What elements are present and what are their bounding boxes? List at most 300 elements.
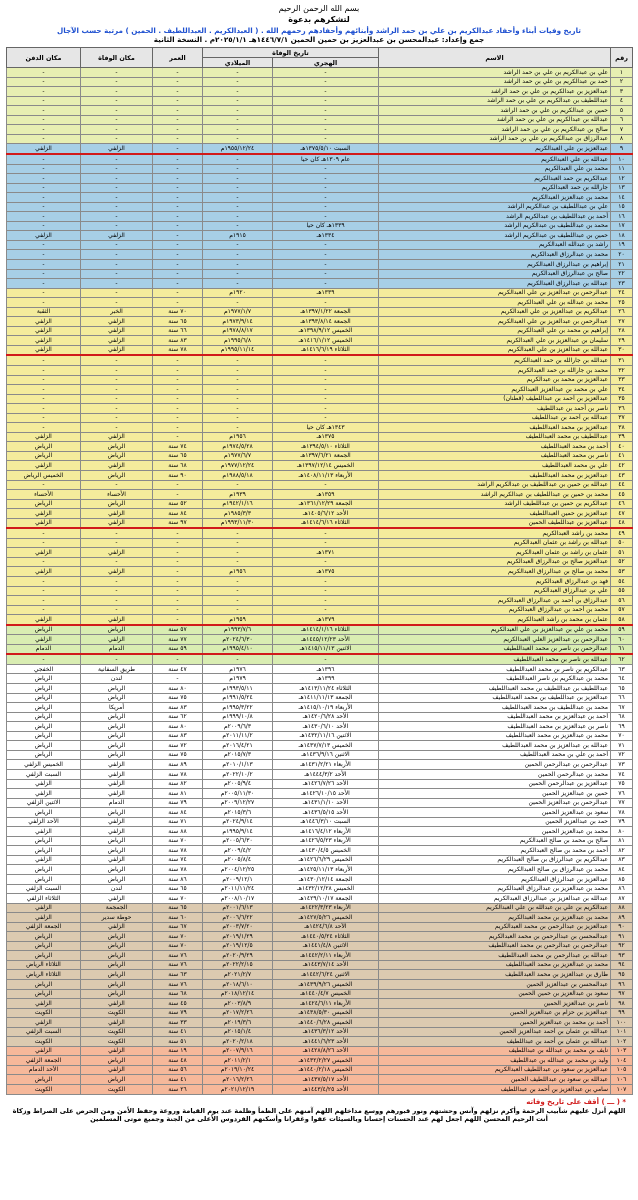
hijri-cell: الأحد ١٤٣٧/٥/١٧هـ (273, 1075, 379, 1085)
burial-place-cell: الزلفي (7, 913, 81, 923)
burial-place-cell: - (7, 577, 81, 587)
burial-place-cell: الرياض (7, 731, 81, 741)
burial-place-cell: الرياض (7, 442, 81, 452)
table-row (7, 317, 633, 327)
num-cell: ٧ (611, 125, 633, 135)
table-row (7, 1018, 633, 1028)
compiler-line: جمع وإعداد: عبدالمحسن بن عبدالعزيز بن حمين الحمين ١٤٤٦/٧/١هـ ٢٠٢٥/١/١م . النسخة الثانية (153, 35, 485, 45)
hijri-cell: - (273, 164, 379, 174)
burial-place-cell: - (7, 355, 81, 365)
gregorian-cell: - (203, 355, 273, 365)
age-cell: ٦٨ سنة (153, 989, 203, 999)
death-place-cell: الرياض (81, 970, 153, 980)
num-cell: ٩ (611, 144, 633, 154)
num-cell: ٦٩ (611, 722, 633, 732)
hijri-cell: - (273, 385, 379, 395)
gregorian-cell: ١٩٩٥/٦/٨م (203, 336, 273, 346)
gregorian-cell: - (203, 394, 273, 404)
burial-place-cell: الرياض (7, 989, 81, 999)
table-row (7, 769, 633, 779)
num-cell: ١ (611, 68, 633, 78)
gregorian-cell: ٢٠١١/٢/١م (203, 1056, 273, 1066)
name-cell: عثمان بن راشد بن عثمان العبدالكريم (379, 548, 611, 558)
num-cell: ٧٨ (611, 808, 633, 818)
table-row (7, 250, 633, 260)
num-cell: ٣٠ (611, 345, 633, 355)
gregorian-cell: ١٩٧٧/٦/٧م (203, 451, 273, 461)
age-cell: - (153, 298, 203, 308)
age-cell: ٧٥ سنة (153, 693, 203, 703)
hijri-cell: الخميس ١٤٣٨/٥/٣٠هـ (273, 1008, 379, 1018)
gregorian-cell: - (203, 106, 273, 116)
death-place-cell: الرياض (81, 1056, 153, 1066)
name-cell: عبدالرحمن بن ناصر بن محمد العبداللطيف (379, 644, 611, 654)
gregorian-cell: ٢٠١٨/١٢/١٤م (203, 989, 273, 999)
age-cell: ٧٦ سنة (153, 979, 203, 989)
num-cell: ١٠٧ (611, 1085, 633, 1095)
hijri-cell: الخميس ١٤٤٠/٦/٢٨هـ (273, 1018, 379, 1028)
burial-place-cell: - (7, 221, 81, 231)
gregorian-cell: - (203, 269, 273, 279)
num-cell: ٨ (611, 134, 633, 144)
num-cell: ٤٠ (611, 442, 633, 452)
name-cell: عبدالعزيز بن علي العبدالكريم (379, 144, 611, 154)
table-row (7, 894, 633, 904)
burial-place-cell: الكويت (7, 1037, 81, 1047)
hijri-cell: الخميس ١٤٤٠/٤/٧هـ (273, 989, 379, 999)
name-cell: محمد بن عبدالكريم بن ناصر العبداللطيف (379, 674, 611, 684)
burial-place-cell: - (7, 174, 81, 184)
gregorian-cell: ٢٠٠٩/١٢/١م (203, 874, 273, 884)
gregorian-cell: ٢٠١٥/١/٤م (203, 1027, 273, 1037)
age-cell: - (153, 231, 203, 241)
burial-place-cell: - (7, 654, 81, 664)
death-place-cell: طريق السفانية (81, 664, 153, 674)
gregorian-cell: - (203, 538, 273, 548)
name-cell: عبدالرزاق بن عبدالكريم بن علي بن حمد الراشد (379, 134, 611, 144)
hijri-cell: الأحد ١٤٣٠/٦/١٠هـ (273, 722, 379, 732)
hijri-cell: السبت ١٣٧٥/٥/١٠هـ (273, 144, 379, 154)
burial-place-cell: الثقبة (7, 307, 81, 317)
death-place-cell: - (81, 577, 153, 587)
table-row (7, 385, 633, 395)
num-cell: ١٠ (611, 154, 633, 164)
num-cell: ٦٢ (611, 654, 633, 664)
gregorian-cell: ١٩٧٣/٩/١٤م (203, 317, 273, 327)
name-cell: عبدالعزيز بن محمد بن عبدالكريم (379, 375, 611, 385)
hijri-cell: - (273, 596, 379, 606)
num-cell: ١٢ (611, 174, 633, 184)
hijri-cell: - (273, 183, 379, 193)
hijri-cell: - (273, 106, 379, 116)
death-place-cell: - (81, 115, 153, 125)
name-cell: عبدالكريم بن حمد العبدالكريم (379, 174, 611, 184)
gregorian-cell: ١٩٩٥/١١/١٤م (203, 345, 273, 355)
death-place-cell: الرياض (81, 932, 153, 942)
num-cell: ٣٧ (611, 413, 633, 423)
hijri-cell: الخميس ١٤٤٠/٢/١٨هـ (273, 1065, 379, 1075)
death-place-cell: - (81, 154, 153, 164)
age-cell: - (153, 404, 203, 414)
name-cell: أحمد بن محمد العبداللطيف (379, 442, 611, 452)
gregorian-cell: ٢٠٠٤/١٢/٢٥م (203, 865, 273, 875)
footer-note: * ( ـــ ) أقف على تاريخ وفاته (526, 1097, 626, 1106)
gregorian-cell: ٢٠٢١/١٢/١٩م (203, 1085, 273, 1095)
age-cell: ٧٧ سنة (153, 635, 203, 645)
age-cell: ١٩ سنة (153, 1046, 203, 1056)
hijri-cell: الاثنين ١٤٤١/٤/٨هـ (273, 941, 379, 951)
burial-place-cell: الزلفي (7, 231, 81, 241)
gregorian-cell: ١٩٧٧/١٢/٢٤م (203, 461, 273, 471)
hijri-cell: - (273, 193, 379, 203)
num-cell: ٣٢ (611, 365, 633, 375)
hijri-cell: - (273, 240, 379, 250)
burial-place-cell: الخميس الزلفي (7, 760, 81, 770)
table-row (7, 951, 633, 961)
death-place-cell: الزلفي (81, 855, 153, 865)
hijri-cell: ١٣٣٩هـ (273, 288, 379, 298)
hijri-cell: - (273, 87, 379, 97)
table-row (7, 635, 633, 645)
num-cell: ٦٧ (611, 703, 633, 713)
burial-place-cell: - (7, 77, 81, 87)
death-place-cell: - (81, 183, 153, 193)
num-cell: ٤ (611, 96, 633, 106)
num-cell: ٦ (611, 115, 633, 125)
name-cell: عبدالله بن عثمان بن أحمد عبدالعزيز الحمين (379, 1027, 611, 1037)
table-row (7, 731, 633, 741)
hijri-cell: - (273, 413, 379, 423)
name-cell: عبدالله بن عبدالعزيز بن محمد العبداللطيف (379, 741, 611, 751)
burial-place-cell: الكويت (7, 1008, 81, 1018)
burial-place-cell: - (7, 480, 81, 490)
num-cell: ٥٦ (611, 596, 633, 606)
death-place-cell: - (81, 212, 153, 222)
hijri-cell: - (273, 77, 379, 87)
table-row (7, 164, 633, 174)
name-cell: ناصر بن عبدالعزيز بن محمد العبداللطيف (379, 722, 611, 732)
burial-place-cell: الرياض (7, 1075, 81, 1085)
gregorian-cell: ٢٠١٩/١٠/٢٤م (203, 1065, 273, 1075)
num-cell: ٢١ (611, 259, 633, 269)
death-place-cell: الرياض (81, 442, 153, 452)
death-place-cell: - (81, 385, 153, 395)
table-row (7, 490, 633, 500)
num-cell: ٢٢ (611, 269, 633, 279)
gregorian-cell: - (203, 221, 273, 231)
gregorian-cell: ٢٠٢٤/٦/٣٠م (203, 635, 273, 645)
name-cell: عبدالكريم بن علي بن عبدالله بن علي العبدالكريم (379, 903, 611, 913)
name-cell: عبدالله بن سعود بن عبداللطيف الحمين (379, 1075, 611, 1085)
age-cell: - (153, 394, 203, 404)
burial-place-cell: الدمام (7, 644, 81, 654)
table-row (7, 750, 633, 760)
gregorian-cell: ١٩٢٠م (203, 288, 273, 298)
age-cell: ٧٠ سنة (153, 941, 203, 951)
burial-place-cell: الرياض (7, 865, 81, 875)
death-place-cell: - (81, 134, 153, 144)
col-hijri: الهجري (273, 58, 379, 68)
name-cell: عبداللطيف بن محمد العبداللطيف (379, 432, 611, 442)
gregorian-cell: ١٩٧٨/٨/١٧م (203, 326, 273, 336)
hijri-cell: - (273, 298, 379, 308)
name-cell: محمد بن عبدالعزيز بن محمد العبداللطيف (379, 731, 611, 741)
table-row (7, 827, 633, 837)
num-cell: ٦٨ (611, 712, 633, 722)
table-row (7, 989, 633, 999)
age-cell: ٧٩ سنة (153, 1008, 203, 1018)
death-place-cell: الرياض (81, 625, 153, 635)
name-cell: طارق بن عبدالعزيز بن محمد العبداللطيف (379, 970, 611, 980)
name-cell: أحمد بن عبداللطيف بن عبدالكريم الراشد (379, 212, 611, 222)
hijri-cell: الأحد ١٤٢٠/٦/٢٨هـ (273, 712, 379, 722)
table-row (7, 269, 633, 279)
hijri-cell: الأحد ١٤٢٦/١٠/١٥هـ (273, 789, 379, 799)
num-cell: ٩٣ (611, 951, 633, 961)
hijri-cell: الاثنين ١٤٣٦/٩/١٦هـ (273, 750, 379, 760)
name-cell: صالح بن عبدالرزاق العبدالكريم (379, 269, 611, 279)
name-cell: عبدالله بن عبدالرحمن بن محمد العبداللطيف (379, 951, 611, 961)
age-cell: ٥٩ سنة (153, 644, 203, 654)
table-row (7, 355, 633, 365)
name-cell: محمد بن علي بن عبدالعزيز بن علي العبدالكريم (379, 625, 611, 635)
table-row (7, 461, 633, 471)
hijri-cell: ١٣٧١هـ (273, 548, 379, 558)
age-cell: - (153, 288, 203, 298)
burial-place-cell: الرياض (7, 674, 81, 684)
death-place-cell: الكويت (81, 1037, 153, 1047)
burial-place-cell: الثلاثاء الرياض (7, 960, 81, 970)
name-cell: محمد بن عبدالعزيز بن عبدالرزاق العبدالكريم (379, 884, 611, 894)
name-cell: أحمد بن محمد بن عبدالعزيز الحمين (379, 1018, 611, 1028)
num-cell: ٢ (611, 77, 633, 87)
name-cell: محمد بن عبدالرزاق العبدالكريم (379, 250, 611, 260)
burial-place-cell: - (7, 385, 81, 395)
hijri-cell: ١٣٣٤هـ (273, 231, 379, 241)
burial-place-cell: الزلفي (7, 615, 81, 625)
name-cell: عبدالعزيز بن أحمد بن عبداللطيف (قطنان) (379, 394, 611, 404)
table-row (7, 855, 633, 865)
burial-place-cell: الرياض (7, 932, 81, 942)
num-cell: ٧٠ (611, 731, 633, 741)
age-cell: - (153, 96, 203, 106)
burial-place-cell: الزلفي (7, 144, 81, 154)
gregorian-cell: - (203, 212, 273, 222)
gregorian-cell: ١٩٩٣/١١/٣٠م (203, 518, 273, 528)
death-place-cell: الرياض (81, 951, 153, 961)
age-cell: - (153, 269, 203, 279)
death-place-cell: الزلفي (81, 345, 153, 355)
gregorian-cell: ١٩٩٥/٩/١٤م (203, 827, 273, 837)
death-place-cell: - (81, 404, 153, 414)
num-cell: ٩٦ (611, 979, 633, 989)
table-row (7, 913, 633, 923)
name-cell: عبدالكريم بن عبدالعزيز بن علي العبدالكريم (379, 307, 611, 317)
document-footer (6, 1098, 632, 1124)
name-cell: عبدالرحمن بن عبدالعزيز العلي العبدالكريم (379, 635, 611, 645)
hijri-cell: الخميس ١٤٢٦/٦/٢٩هـ (273, 855, 379, 865)
gregorian-cell: - (203, 528, 273, 538)
gregorian-cell: ٢٠١٠/١/١٣م (203, 760, 273, 770)
death-place-cell: - (81, 298, 153, 308)
table-row (7, 865, 633, 875)
hijri-cell: الثلاثاء ١٤١٤/٦/١٦هـ (273, 518, 379, 528)
burial-place-cell: الرياض (7, 846, 81, 856)
age-cell: ٨٩ سنة (153, 760, 203, 770)
death-place-cell: - (81, 106, 153, 116)
num-cell: ٦٣ (611, 664, 633, 674)
age-cell: ٦٨ سنة (153, 461, 203, 471)
table-row (7, 922, 633, 932)
burial-place-cell: - (7, 288, 81, 298)
table-row (7, 586, 633, 596)
table-row (7, 451, 633, 461)
table-row (7, 231, 633, 241)
name-cell: عبدالله بن عبدالعزيز بن عبدالرزاق العبدالكريم (379, 894, 611, 904)
age-cell: - (153, 432, 203, 442)
name-cell: عبداللطيف بن عبداللطيف بن محمد العبداللطيف (379, 684, 611, 694)
age-cell: - (153, 586, 203, 596)
age-cell: ٧٢ سنة (153, 741, 203, 751)
gregorian-cell: ١٩٩١/٥/٢٤م (203, 693, 273, 703)
burial-place-cell: - (7, 125, 81, 135)
burial-place-cell: الجمعة الزلفي (7, 922, 81, 932)
num-cell: ٤٥ (611, 490, 633, 500)
name-cell: عبدالعزيز صالح بن عبدالرزاق العبدالكريم (379, 557, 611, 567)
burial-place-cell: الزلفي (7, 827, 81, 837)
death-place-cell: الرياض (81, 989, 153, 999)
hijri-cell: ١٣٣٩هـ كان حيا (273, 221, 379, 231)
death-place-cell: الرياض (81, 846, 153, 856)
num-cell: ٧٢ (611, 750, 633, 760)
death-place-cell: الزلفي (81, 779, 153, 789)
gregorian-cell: - (203, 557, 273, 567)
burial-place-cell: - (7, 365, 81, 375)
name-cell: محمد بن أحمد بن عبدالرزاق العبدالكريم (379, 605, 611, 615)
burial-place-cell: - (7, 240, 81, 250)
death-place-cell: الزلفي (81, 1046, 153, 1056)
hijri-cell: ١٣٩٩هـ (273, 674, 379, 684)
death-place-cell: الرياض (81, 941, 153, 951)
table-row (7, 134, 633, 144)
table-row (7, 712, 633, 722)
num-cell: ١٨ (611, 231, 633, 241)
num-cell: ٥٧ (611, 605, 633, 615)
name-cell: محمد بن عبداللطيف بن عبدالكريم الراشد (379, 221, 611, 231)
table-row (7, 307, 633, 317)
hijri-cell: عام ١٣٠٩هـ كان حيا (273, 154, 379, 164)
death-place-cell: الزلفي (81, 548, 153, 558)
num-cell: ١٣ (611, 183, 633, 193)
name-cell: عبدالعزيز بن عبداللطيف بن محمد العبداللطيف (379, 693, 611, 703)
burial-place-cell: - (7, 87, 81, 97)
num-cell: ١٠١ (611, 1027, 633, 1037)
hijri-cell: - (273, 375, 379, 385)
num-cell: ٨١ (611, 836, 633, 846)
name-cell: علي بن عبدالكريم بن علي بن حمد الراشد (379, 68, 611, 78)
hijri-cell: الثلاثاء ١٣٩٤/٥/١٠هـ (273, 442, 379, 452)
death-place-cell: - (81, 250, 153, 260)
num-cell: ٩٥ (611, 970, 633, 980)
num-cell: ١٤ (611, 193, 633, 203)
death-place-cell: - (81, 202, 153, 212)
table-row (7, 798, 633, 808)
age-cell: ٤١ سنة (153, 1075, 203, 1085)
num-cell: ١٠٣ (611, 1046, 633, 1056)
gregorian-cell: ٢٠٢٢/٢/١٥م (203, 960, 273, 970)
num-cell: ٩٨ (611, 999, 633, 1009)
table-row (7, 684, 633, 694)
num-cell: ٨٤ (611, 865, 633, 875)
table-row (7, 979, 633, 989)
gregorian-cell: - (203, 96, 273, 106)
name-cell: محمد بن عبدالعزيز العبدالكريم (379, 193, 611, 203)
burial-place-cell: الخفجي (7, 664, 81, 674)
name-cell: علي بن عبداللطيف بن عبدالكريم الراشد (379, 202, 611, 212)
age-cell: ٨٣ سنة (153, 336, 203, 346)
table-row (7, 1046, 633, 1056)
table-row (7, 413, 633, 423)
table-row (7, 68, 633, 78)
age-cell: - (153, 615, 203, 625)
gregorian-cell: ٢٠٠٨/١٠/١٧م (203, 894, 273, 904)
num-cell: ٧٧ (611, 798, 633, 808)
hijri-cell: الجمعة ١٣٦١/١٢/٢٩هـ (273, 499, 379, 509)
death-place-cell: الزلفي (81, 326, 153, 336)
hijri-cell: - (273, 528, 379, 538)
burial-place-cell: الثلاثاء الزلفي (7, 894, 81, 904)
table-row (7, 326, 633, 336)
age-cell: ٧١ سنة (153, 817, 203, 827)
burial-place-cell: - (7, 183, 81, 193)
hijri-cell: - (273, 480, 379, 490)
num-cell: ٢٥ (611, 298, 633, 308)
num-cell: ٢٣ (611, 279, 633, 289)
death-place-cell: الخبر (81, 307, 153, 317)
hijri-cell: الأحد ١٤٤٤/٣/٢هـ (273, 769, 379, 779)
burial-place-cell: - (7, 259, 81, 269)
gregorian-cell: ١٩٥٥/١٢/٢٤م (203, 144, 273, 154)
name-cell: فهد بن عبدالرزاق العبدالكريم (379, 577, 611, 587)
num-cell: ٦١ (611, 644, 633, 654)
gregorian-cell: ٢٠١٥/٣/٦م (203, 808, 273, 818)
name-cell: صالح بن عبدالكريم بن علي بن حمد الراشد (379, 125, 611, 135)
burial-place-cell: الزلفي (7, 999, 81, 1009)
hijri-cell: - (273, 115, 379, 125)
name-cell: عبدالرحمن بن عبدالعزيز بن علي العبدالكريم (379, 317, 611, 327)
burial-place-cell: - (7, 423, 81, 433)
num-cell: ٥٠ (611, 538, 633, 548)
table-row (7, 77, 633, 87)
table-row (7, 193, 633, 203)
burial-place-cell: الرياض (7, 451, 81, 461)
age-cell: - (153, 528, 203, 538)
age-cell: ٦٣ سنة (153, 970, 203, 980)
hijri-cell: الخميس ١٤٣٢/٢/٢٧هـ (273, 1056, 379, 1066)
table-row (7, 518, 633, 528)
death-place-cell: الرياض (81, 874, 153, 884)
table-row (7, 703, 633, 713)
name-cell: محمد بن جارالله بن حمد العبدالكريم (379, 365, 611, 375)
num-cell: ٥ (611, 106, 633, 116)
hijri-cell: ١٣٧٥هـ (273, 432, 379, 442)
burial-place-cell: الرياض (7, 741, 81, 751)
death-place-cell: أمريكا (81, 703, 153, 713)
gregorian-cell: - (203, 586, 273, 596)
table-row (7, 817, 633, 827)
hijri-cell: الخميس ١٤٣٢/١٢/٢٨هـ (273, 884, 379, 894)
death-place-cell: - (81, 605, 153, 615)
